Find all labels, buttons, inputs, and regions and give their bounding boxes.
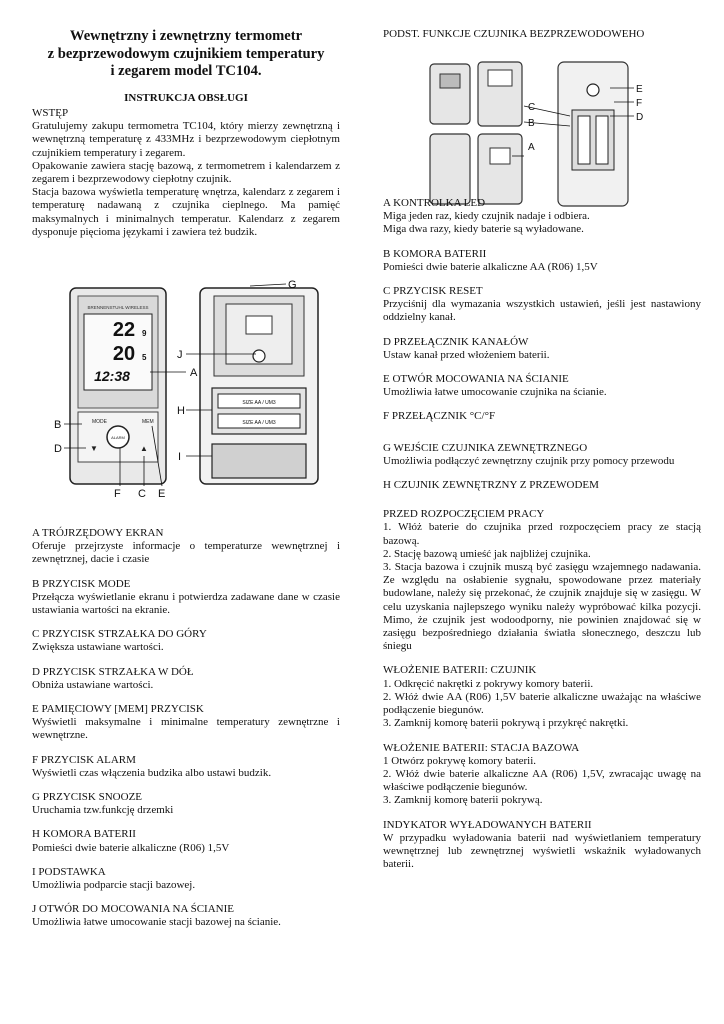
sensor-view-3 xyxy=(430,134,470,204)
item-heading: J OTWÓR DO MOCOWANIA NA ŚCIANIE xyxy=(32,903,234,916)
item-heading: H CZUJNIK ZEWNĘTRZNY Z PRZEWODEM xyxy=(383,479,599,492)
left-item xyxy=(32,527,340,567)
item-body: Umożliwia łatwe umocowanie stacji bazowej na ścianie. xyxy=(32,916,281,929)
subtitle: INSTRUKCJA OBSŁUGI xyxy=(124,92,248,104)
step: 3. Zamknij komorę baterii pokrywą. xyxy=(383,794,543,807)
station-illustration xyxy=(50,276,340,498)
right-item xyxy=(383,442,701,468)
right-item xyxy=(383,285,701,325)
intro-paragraph: Stacja bazowa wyświetla temperaturę wnętrza, kalendarz z zegarem i temperaturę nadawaną z czujnika cieplnego. Ma pamięć maksymalnych i minimalnych temperatur. Kalendarz z zegarem dysponuje pięcioma językami i zawiera też budzik. xyxy=(32,186,340,238)
section-heading: PRZED ROZPOCZĘCIEM PRACY xyxy=(383,508,545,521)
item-body: Pomieści dwie baterie alkaliczne (R06) 1,5V xyxy=(32,841,230,854)
item-body: Przełącza wyświetlanie ekranu i potwierdza zadawane dane w czasie ustawiania wartości na ekranie. xyxy=(32,590,340,617)
right-item xyxy=(383,336,701,362)
station-front xyxy=(70,288,166,484)
sensor-callout-f: F xyxy=(636,98,643,109)
step: 2. Włóż dwie baterie alkaliczne AA (R06) 1,5V, zwracając uwagę na właściwe podłączenie biegunów. xyxy=(383,767,701,794)
left-item xyxy=(32,628,340,654)
item-heading: F PRZEŁĄCZNIK °C/°F xyxy=(383,410,496,423)
left-item xyxy=(32,578,340,618)
callout-i: I xyxy=(178,451,182,463)
item-heading: D PRZYCISK STRZAŁKA W DÓŁ xyxy=(32,665,194,678)
item-body: Obniża ustawiane wartości. xyxy=(32,678,154,691)
battery-sensor-section xyxy=(383,664,701,730)
sensor-callout-c: C xyxy=(528,102,536,113)
right-item xyxy=(383,248,701,274)
low-battery-section xyxy=(383,819,701,872)
right-item xyxy=(383,197,701,237)
item-body: Uruchamia tzw.funkcję drzemki xyxy=(32,804,174,817)
step: 3. Zamknij komorę baterii pokrywą i przykręć nakrętki. xyxy=(383,717,629,730)
item-body: Ustaw kanał przed włożeniem baterii. xyxy=(383,348,550,361)
item-heading: G WEJŚCIE CZUJNIKA ZEWNĘTRZNEGO xyxy=(383,441,588,454)
lcd-temp-1: 22 xyxy=(112,319,136,341)
item-heading: C PRZYCISK STRZAŁKA DO GÓRY xyxy=(32,628,207,641)
before-start-section xyxy=(383,508,701,653)
intro-paragraph: Gratulujemy zakupu termometra TC104, który mierzy zewnętrzną i wewnętrzną temperaturę z 433MHz i bezprzewodowym ciepłotnym czujnikiem temperatury i zegarem. xyxy=(32,120,340,159)
right-item xyxy=(383,479,701,492)
sensor-callout-d: D xyxy=(636,112,644,123)
sensor-view-4 xyxy=(478,134,522,204)
item-heading: B PRZYCISK MODE xyxy=(32,577,131,590)
item-body: Umożliwia podłączyć zewnętrzny czujnik przy pomocy przewodu xyxy=(383,454,675,467)
item-body: Umożliwia łatwe umocowanie czujnika na ścianie. xyxy=(383,386,607,399)
lcd-temp-1-dec: 9 xyxy=(142,329,147,338)
item-heading: F PRZYCISK ALARM xyxy=(32,753,136,766)
battery-label: SIZE AA / UM3 xyxy=(242,420,276,426)
step: 3. Stacja bazowa i czujnik muszą być zasięgu wzajemnego nadawania. Ze względu na osłabienie sygnału, spowodowane przez materiały budowlane, należy się przekonać, że czujnik znajduje się w zasięgu. W celu uzyskania najlepszego wyniku należy wypróbować kilka pozycji. Mimo, że czujnik jest wodoodporny, nie powinien znajdować się w zasięgu bezpośredniego działania światła słonecznego, deszczu lub śniegu xyxy=(383,561,701,653)
item-heading: B KOMORA BATERII xyxy=(383,247,487,260)
callout-a: A xyxy=(190,367,198,379)
alarm-label: ALARM xyxy=(111,435,125,440)
left-item xyxy=(32,754,340,780)
callout-e: E xyxy=(158,488,166,498)
mem-label: MEM xyxy=(142,419,154,425)
item-heading: C PRZYCISK RESET xyxy=(383,285,483,298)
section-heading: INDYKATOR WYŁADOWANYCH BATERII xyxy=(383,818,592,831)
svg-text:▲: ▲ xyxy=(140,444,148,453)
item-body: Pomieści dwie baterie alkaliczne AA (R06) 1,5V xyxy=(383,260,598,273)
callout-b: B xyxy=(54,419,62,431)
title-line: Wewnętrzny i zewnętrzny termometr xyxy=(69,28,303,44)
item-heading: A KONTROLKA LED xyxy=(383,197,486,209)
item-body: Przyciśnij dla wymazania wszystkich ustawień, jeśli jest nastawiony oddzielny kanał. xyxy=(383,298,701,324)
section-body: W przypadku wyładowania baterii nad wyświetlaniem temperatury wewnętrznej lub zewnętrznej wyświetli wskaźnik wyładowanych baterii. xyxy=(383,831,701,871)
item-body: Wyświetli czas włączenia budzika albo ustawi budzik. xyxy=(32,766,272,779)
sensor-callout-b: B xyxy=(528,118,535,129)
station-back xyxy=(200,288,318,484)
item-heading: H KOMORA BATERII xyxy=(32,828,136,841)
step: 1. Odkręcić nakrętki z pokrywy komory baterii. xyxy=(383,677,594,690)
sensor-view-1 xyxy=(430,64,470,124)
svg-text:▼: ▼ xyxy=(90,444,98,453)
right-items xyxy=(383,197,701,871)
item-heading: G PRZYCISK SNOOZE xyxy=(32,791,143,804)
title-line: z bezprzewodowym czujnikiem temperatury xyxy=(47,45,325,62)
item-heading: E PAMIĘCIOWY [MEM] PRZYCISK xyxy=(32,703,204,716)
left-item xyxy=(32,791,340,817)
right-item xyxy=(383,373,701,399)
item-heading: D PRZEŁĄCZNIK KANAŁÓW xyxy=(383,335,529,348)
battery-station-section xyxy=(383,742,701,808)
sensor-callout-e: E xyxy=(636,84,643,95)
section-heading: WŁOŻENIE BATERII: STACJA BAZOWA xyxy=(383,741,580,754)
left-item xyxy=(32,666,340,692)
lcd-clock: 12:38 xyxy=(94,368,130,384)
step: 2. Stację bazową umieść jak najbliżej czujnika. xyxy=(383,547,591,560)
item-heading: A TRÓJRZĘDOWY EKRAN xyxy=(32,527,164,539)
sensor-callout-a: A xyxy=(528,142,535,153)
item-body: Miga jeden raz, kiedy czujnik nadaje i odbiera. Miga dwa razy, kiedy baterie są wyładowane. xyxy=(383,210,590,236)
item-heading: I PODSTAWKA xyxy=(32,865,106,878)
item-body: Zwiększa ustawiane wartości. xyxy=(32,641,164,654)
sensor-illustration xyxy=(420,54,650,214)
left-item xyxy=(32,828,340,854)
lcd-temp-2: 20 xyxy=(112,343,136,365)
item-body: Oferuje przejrzyste informacje o temperaturze wewnętrznej i zewnętrznej, dacie i czasie xyxy=(32,540,340,566)
right-heading xyxy=(383,28,701,41)
item-body: Umożliwia podparcie stacji bazowej. xyxy=(32,879,196,892)
title-line: i zegarem model TC104. xyxy=(110,63,262,80)
intro-paragraph: Opakowanie zawiera stację bazową, z termometrem i kalendarzem z zegarem i bezprzewodowy ciepłotny czujnik. xyxy=(32,159,340,186)
callout-c: C xyxy=(138,488,146,498)
item-body: Wyświetli maksymalne i minimalne temperatury zewnętrzne i wewnętrzne. xyxy=(32,716,340,742)
left-items xyxy=(32,527,340,930)
item-heading: E OTWÓR MOCOWANIA NA ŚCIANIE xyxy=(383,373,569,386)
callout-f: F xyxy=(114,488,121,498)
callout-j: J xyxy=(177,349,183,361)
battery-label: SIZE AA / UM3 xyxy=(242,400,276,406)
document-title xyxy=(32,28,340,81)
callout-h: H xyxy=(177,405,185,417)
intro-heading: WSTĘP xyxy=(32,107,69,119)
lcd-temp-2-dec: 5 xyxy=(142,353,147,362)
left-item xyxy=(32,866,340,892)
callout-g: G xyxy=(288,279,297,291)
intro-section xyxy=(32,107,340,239)
step: 1. Włóż baterie do czujnika przed rozpoczęciem pracy ze stacją bazową. xyxy=(383,521,701,547)
step: 1 Otwórz pokrywę komory baterii. xyxy=(383,754,537,767)
left-item xyxy=(32,903,340,929)
step: 2. Włóż dwie AA (R06) 1,5V baterie alkaliczne uważając na właściwe podłączenie biegunów. xyxy=(383,690,701,717)
left-item xyxy=(32,703,340,743)
callout-d: D xyxy=(54,443,62,455)
mode-label: MODE xyxy=(92,419,107,425)
section-heading: WŁOŻENIE BATERII: CZUJNIK xyxy=(383,664,537,677)
right-item xyxy=(383,410,701,423)
brand-text: BRENNENSTUHL WIRELESS xyxy=(87,305,149,310)
sensor-section-heading: PODST. FUNKCJE CZUJNIKA BEZPRZEWODOWEHO xyxy=(383,28,645,40)
